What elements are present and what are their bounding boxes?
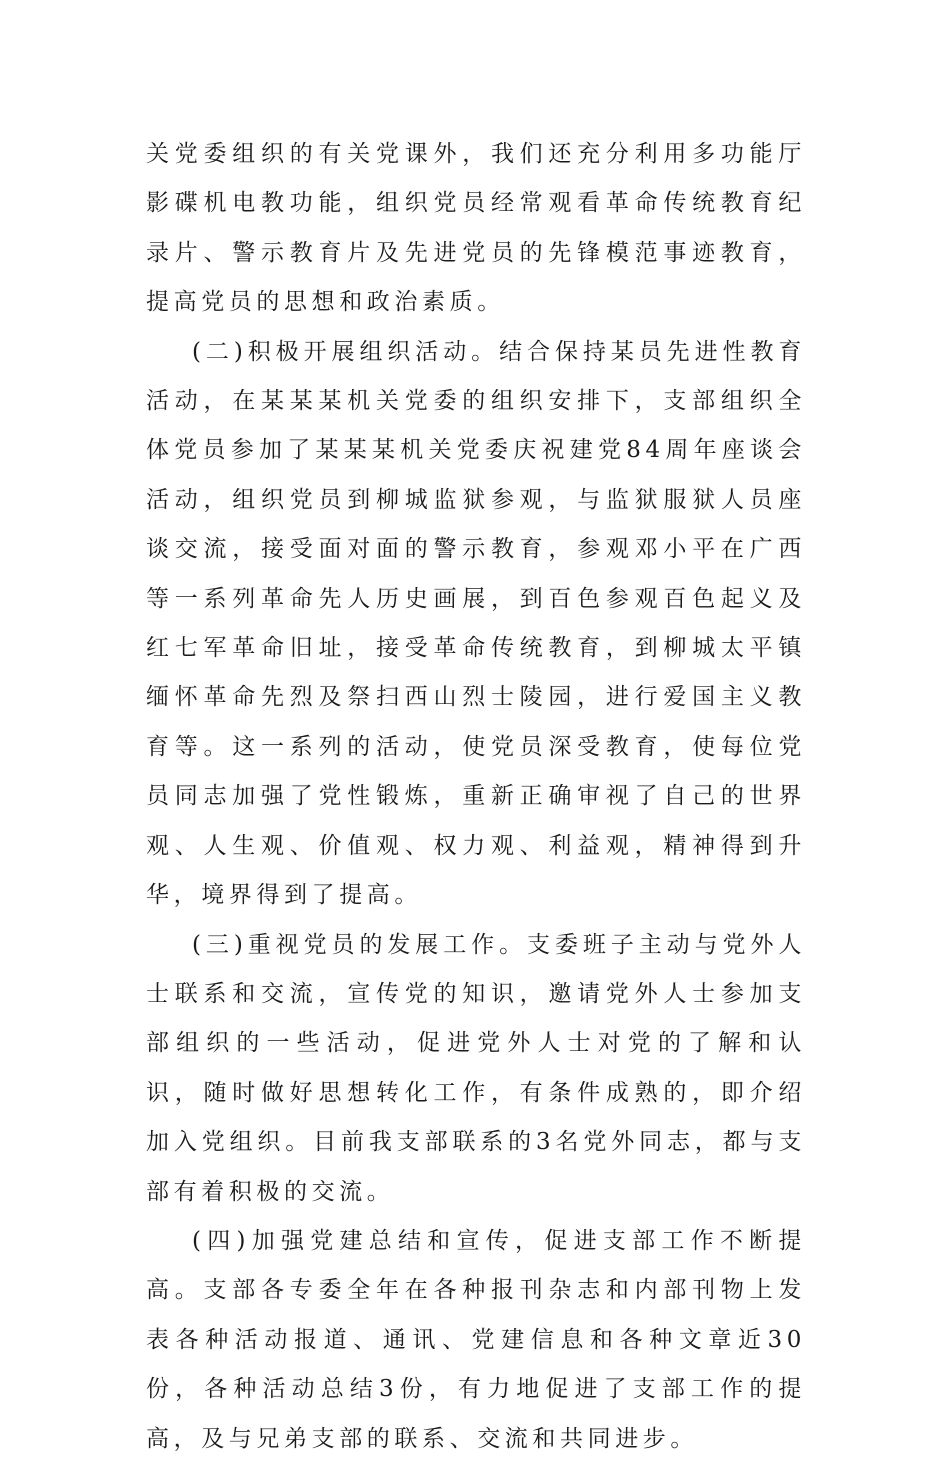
paragraph-organize-activities: (二)积极开展组织活动。结合保持某员先进性教育活动，在某某某机关党委的组织安排下，支部组织全体党员参加了某某某机关党委庆祝建党84周年座谈会活动，组织党员到柳城监狱参观，与监狱服狱人员座谈交流，接受面对面的警示教育，参观邓小平在广西等一系列革命先人历史画展，到百色参观百色起义及红七军革命旧址，接受革命传统教育，到柳城太平镇缅怀革命先烈及祭扫西山烈士陵园，进行爱国主义教育等。这一系列的活动，使党员深受教育，使每位党员同志加强了党性锻炼，重新正确审视了自己的世界观、人生观、价值观、权力观、利益观，精神得到升华，境界得到了提高。 (146, 338, 806, 909)
document-body (146, 130, 806, 1464)
paragraph-member-development: (三)重视党员的发展工作。支委班子主动与党外人士联系和交流，宣传党的知识，邀请党外人士参加支部组织的一些活动，促进党外人士对党的了解和认识，随时做好思想转化工作，有条件成熟的，即介绍加入党组织。目前我支部联系的3名党外同志，都与支部有着积极的交流。 (146, 931, 806, 1205)
paragraph-summary-publicity: (四)加强党建总结和宣传，促进支部工作不断提高。支部各专委全年在各种报刊杂志和内部刊物上发表各种活动报道、通讯、党建信息和各种文章近30份，各种活动总结3份，有力地促进了支部工作的提高，及与兄弟支部的联系、交流和共同进步。 (146, 1227, 806, 1452)
paragraph-continuation: 关党委组织的有关党课外，我们还充分利用多功能厅影碟机电教功能，组织党员经常观看革命传统教育纪录片、警示教育片及先进党员的先锋模范事迹教育，提高党员的思想和政治素质。 (146, 141, 806, 316)
